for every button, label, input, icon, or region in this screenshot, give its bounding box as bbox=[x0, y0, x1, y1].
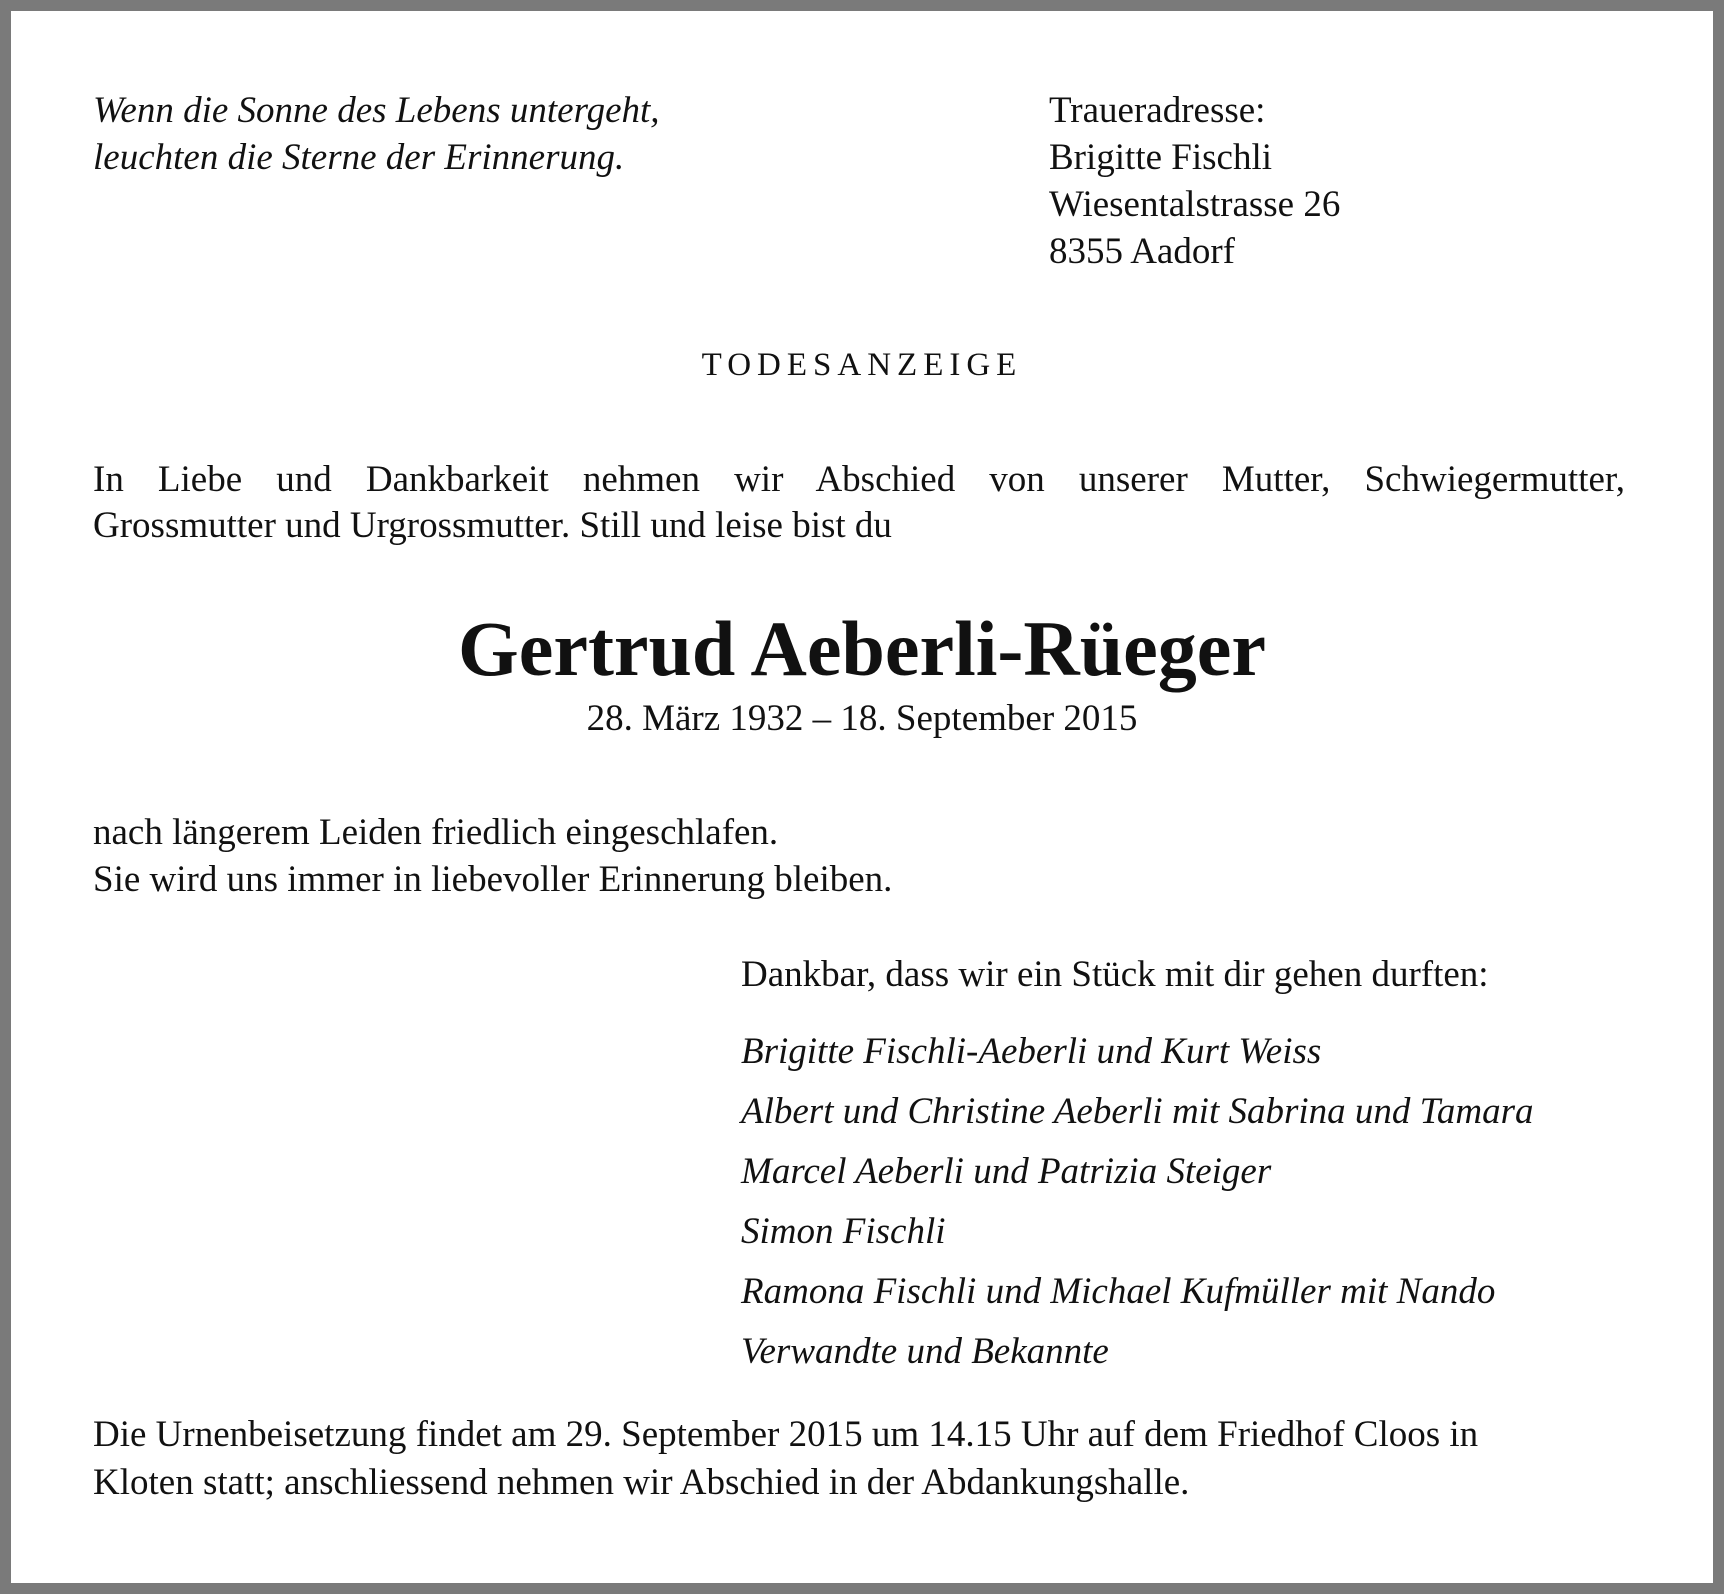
thanks-line: Dankbar, dass wir ein Stück mit dir gehen durften: bbox=[741, 954, 1489, 995]
life-dates: 28. März 1932 – 18. September 2015 bbox=[586, 698, 1138, 739]
passing-paragraph bbox=[93, 809, 892, 903]
motto-quote bbox=[93, 87, 660, 181]
ceremony-paragraph bbox=[93, 1411, 1478, 1507]
list-item: Marcel Aeberli und Patrizia Steiger bbox=[741, 1151, 1272, 1192]
deceased-name: Gertrud Aeberli-Rüeger bbox=[458, 605, 1266, 692]
intro-line: In Liebe und Dankbarkeit nehmen wir Abschied von unserer Mutter, Schwiegermutter, bbox=[93, 459, 1625, 500]
ceremony-line: Kloten statt; anschliessend nehmen wir Abschied in der Abdankungshalle. bbox=[93, 1462, 1190, 1503]
motto-line: Wenn die Sonne des Lebens untergeht, bbox=[93, 90, 660, 131]
passing-line: nach längerem Leiden friedlich eingeschlafen. bbox=[93, 812, 779, 853]
list-item: Ramona Fischli und Michael Kufmüller mit Nando bbox=[741, 1271, 1496, 1312]
list-item: Simon Fischli bbox=[741, 1211, 946, 1252]
motto-line: leuchten die Sterne der Erinnerung. bbox=[93, 137, 625, 178]
address-label: Traueradresse: bbox=[1049, 90, 1266, 131]
obituary-notice bbox=[11, 11, 1713, 1583]
passing-line: Sie wird uns immer in liebevoller Erinnerung bleiben. bbox=[93, 859, 893, 900]
mourning-address bbox=[1049, 87, 1340, 275]
address-city: 8355 Aadorf bbox=[1049, 231, 1235, 272]
address-street: Wiesentalstrasse 26 bbox=[1049, 184, 1341, 225]
address-name: Brigitte Fischli bbox=[1049, 137, 1273, 178]
ceremony-line: Die Urnenbeisetzung findet am 29. September 2015 um 14.15 Uhr auf dem Friedhof Cloos in bbox=[93, 1414, 1479, 1455]
list-item: Verwandte und Bekannte bbox=[741, 1331, 1109, 1372]
list-item: Albert und Christine Aeberli mit Sabrina und Tamara bbox=[741, 1091, 1534, 1132]
mourners-list bbox=[741, 1022, 1533, 1382]
intro-paragraph bbox=[93, 457, 1625, 549]
page-title: TODESANZEIGE bbox=[701, 347, 1023, 383]
list-item: Brigitte Fischli-Aeberli und Kurt Weiss bbox=[741, 1031, 1322, 1072]
intro-line: Grossmutter und Urgrossmutter. Still und leise bist du bbox=[93, 505, 892, 546]
